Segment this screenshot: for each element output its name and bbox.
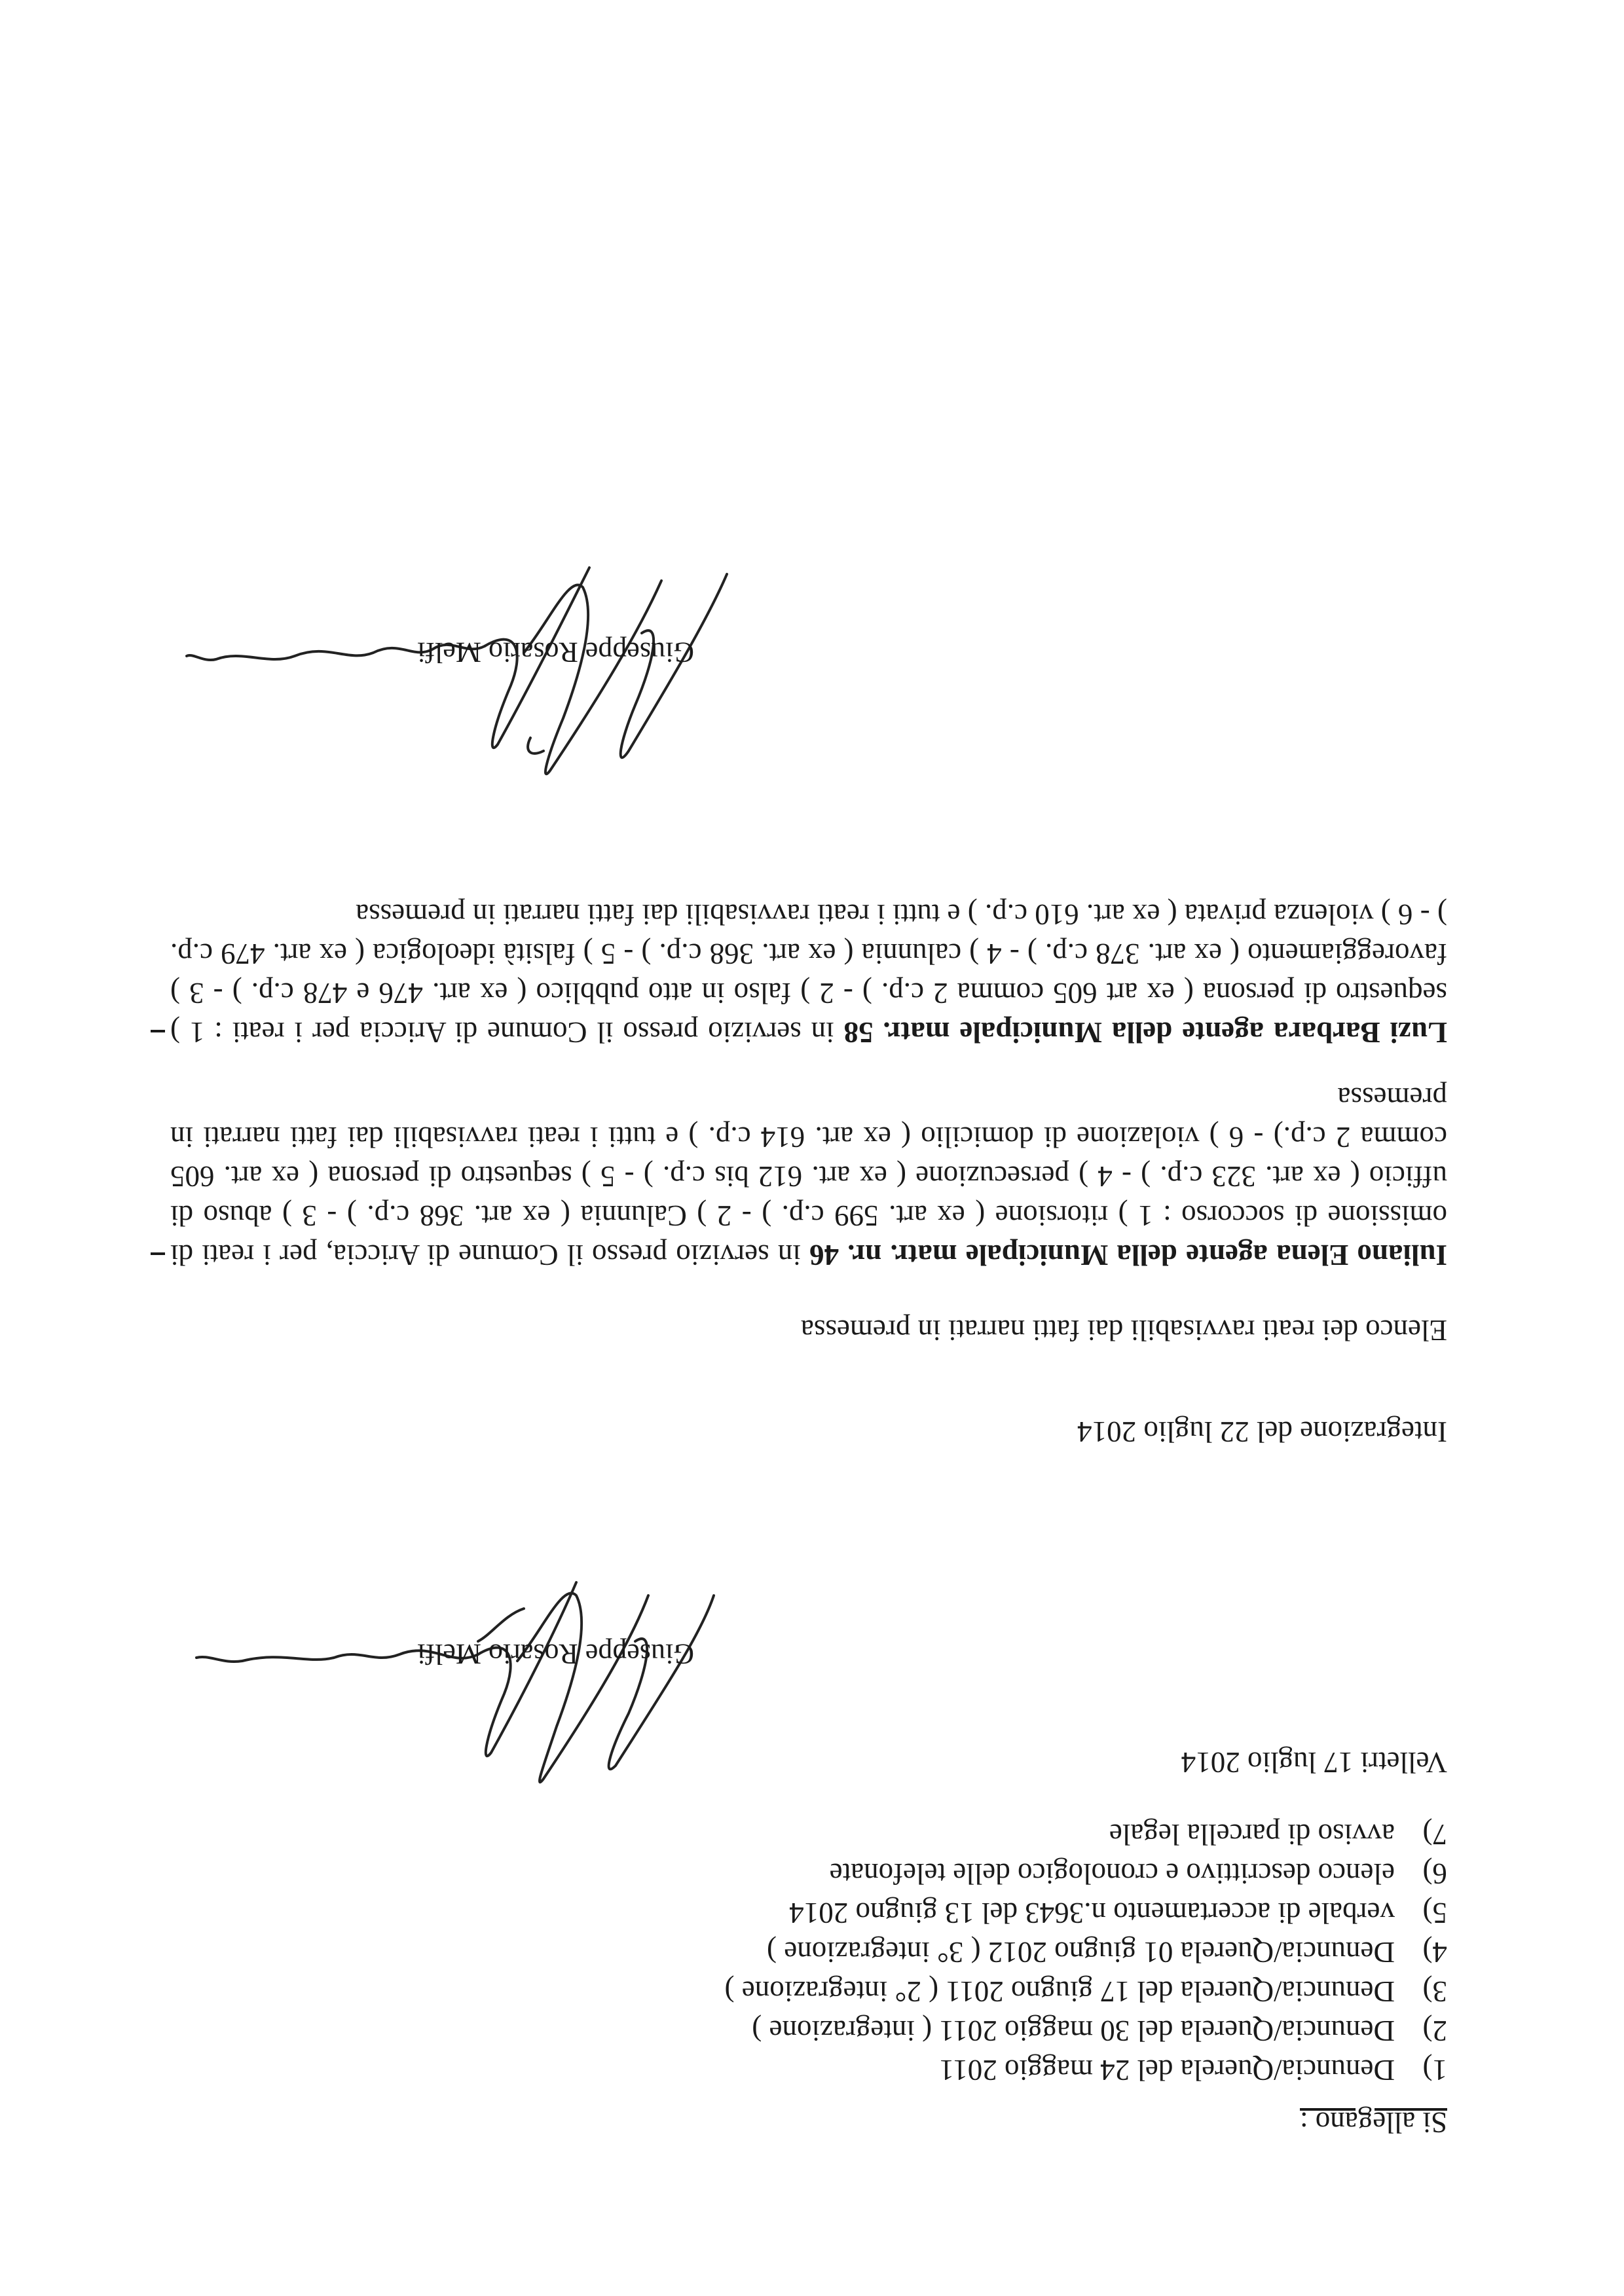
entry-text: in servizio presso il Comune di Ariccia per i reati : 1 ) sequestro di persona ( ex art 605 comma 2 c.p. ) - 2 ) falso in atto pubblico ( ex art. 476 e 478 c.p. ) - 3 ) favoreggiamento ( ex art. 378 c.p. ) - 4 ) calunnia ( ex art. 368 c.p. ) - 5 ) falsità ideologica ( ex art. 479 c.p. ) - 6 ) violenza privata ( ex art. 610 c.p. ) e tutti i reati ravvisabili dai fatti narrati in premessa bbox=[170, 898, 1447, 1049]
list-item bbox=[725, 1854, 1448, 1893]
handwritten-signature-icon bbox=[177, 1556, 740, 1792]
entry-luzi bbox=[170, 895, 1447, 1052]
entry-name: Luzi Barbara agente della Municipale matr. 58 bbox=[843, 1016, 1447, 1049]
entry-text: in servizio presso il Comune di Ariccia, per i reati di omissione di soccorso : 1 ) ritorsione ( ex art. 599 c.p. ) - 2 ) Calunnia ( ex art. 368 c.p. ) - 3 ) abuso di ufficio ( ex art. 323 c.p. ) - 4 ) persecuzione ( ex art. 612 bis c.p. ) - 5 ) sequestro di persona ( ex art. 605 comma 2 c.p.) - 6 ) violazione di domicilio ( ex art. 614 c.p. ) e tutti i reati ravvisabili dai fatti narrati in premessa bbox=[170, 1082, 1447, 1271]
list-intro: Elenco dei reati ravvisabili dai fatti narrati in premessa bbox=[800, 1314, 1447, 1347]
handwritten-signature-icon bbox=[177, 555, 740, 790]
list-item-text: Denuncia/Querela del 17 giugno 2011 ( 2° integrazione ) bbox=[724, 1975, 1395, 2008]
list-item-number: 3) bbox=[1422, 1975, 1447, 2008]
list-item-number: 2) bbox=[1422, 2014, 1447, 2047]
entry-iuliano bbox=[170, 1078, 1447, 1275]
list-item-number: 6) bbox=[1422, 1857, 1447, 1890]
signature-name: Giuseppe Rosario Melfi bbox=[417, 1638, 694, 1670]
list-item bbox=[725, 1933, 1448, 1972]
list-item-number: 4) bbox=[1422, 1936, 1447, 1969]
list-item bbox=[725, 2050, 1448, 2090]
signature-name: Giuseppe Rosario Melfi bbox=[417, 636, 694, 668]
signature-2 bbox=[177, 555, 740, 790]
entry-name: Iuliano Elena agente della Municipale matr. nr. 46 bbox=[809, 1239, 1447, 1271]
list-item-text: Denuncia/Querela del 30 maggio 2011 ( integrazione ) bbox=[752, 2014, 1395, 2047]
list-item bbox=[725, 1815, 1448, 1854]
list-item-number: 1) bbox=[1422, 2054, 1447, 2086]
attachments-heading: Si allegano : bbox=[1300, 2106, 1447, 2139]
signature-1 bbox=[177, 1556, 740, 1792]
list-item-text: verbale di accertamento n.3643 del 13 giugno 2014 bbox=[789, 1897, 1395, 1929]
bullet-dash bbox=[151, 1252, 165, 1255]
place-date: Velletri 17 luglio 2014 bbox=[1181, 1746, 1447, 1779]
list-item bbox=[725, 2011, 1448, 2050]
integration-title: Integrazione del 22 luglio 2014 bbox=[1077, 1415, 1447, 1448]
list-item-number: 5) bbox=[1422, 1897, 1447, 1929]
list-item-text: Denuncia/Querela 01 giugno 2012 ( 3° integrazione ) bbox=[767, 1936, 1395, 1969]
list-item-text: elenco descrittivo e cronologico delle telefonate bbox=[829, 1857, 1395, 1890]
list-item-number: 7) bbox=[1422, 1818, 1447, 1851]
attachments-list bbox=[725, 1815, 1448, 2090]
list-item-text: Denuncia/Querela del 24 maggio 2011 bbox=[939, 2054, 1395, 2086]
bullet-dash bbox=[151, 1030, 165, 1032]
list-item-text: avviso di parcella legale bbox=[1109, 1818, 1395, 1851]
list-item bbox=[725, 1893, 1448, 1933]
list-item bbox=[725, 1972, 1448, 2011]
